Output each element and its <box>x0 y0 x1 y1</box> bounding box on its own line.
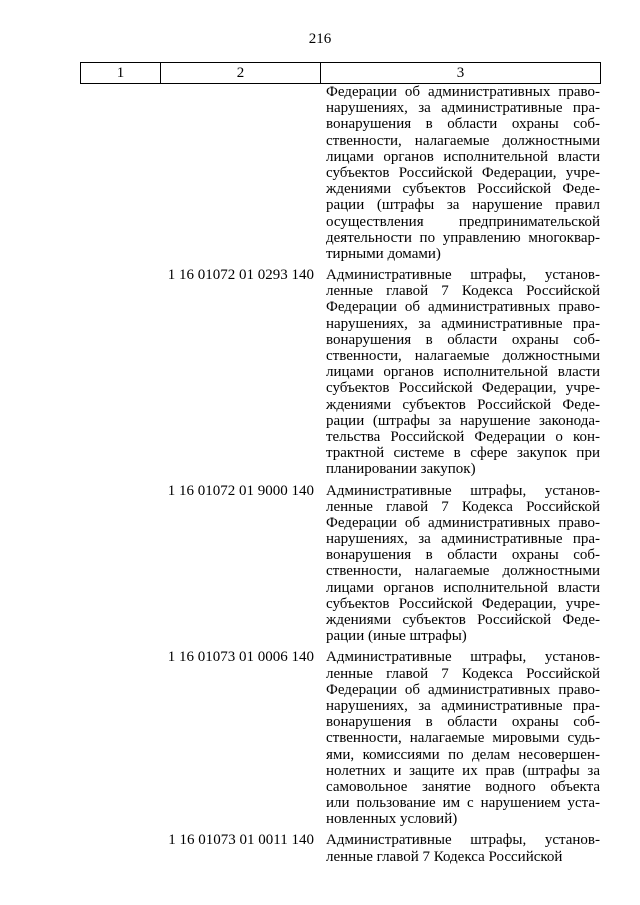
column-header-1: 1 <box>81 63 161 84</box>
description-line: субъектов Российской Федерации, учре- <box>326 164 600 181</box>
description-line: ждениями субъектов Российской Феде- <box>326 181 600 198</box>
description-line: рации (штрафы за нарушение правил <box>326 197 600 214</box>
description-line: нарушениях, за административные пра- <box>326 697 600 714</box>
description-line: ственности, налагаемые мировыми судь- <box>326 730 600 747</box>
description-line: нарушениях, за административные пра- <box>326 315 600 332</box>
description-line: ждениями субъектов Российской Феде- <box>326 612 600 628</box>
description-line: тирными домами) <box>326 245 441 262</box>
description-line: вонарушения в области охраны соб- <box>326 714 600 731</box>
table-row <box>80 649 600 827</box>
description-line: субъектов Российской Федерации, учре- <box>326 380 600 397</box>
description-line: Административные штрафы, установ- <box>326 482 600 499</box>
description-line: осуществления предпринимательской <box>326 213 600 230</box>
description-line: Федерации об административных право- <box>326 681 600 698</box>
table-row <box>80 483 600 645</box>
table-row <box>80 267 600 477</box>
description-line: рации (иные штрафы) <box>326 628 467 645</box>
description-line: вонарушения в области охраны соб- <box>326 116 600 133</box>
table-header <box>80 62 601 84</box>
budget-code: 1 16 01073 01 0006 140 <box>167 649 314 666</box>
description-line: ленные главой 7 Кодекса Российской <box>326 848 563 865</box>
budget-code: 1 16 01073 01 0011 140 <box>168 832 314 849</box>
description-line: ждениями субъектов Российской Феде- <box>326 396 600 413</box>
budget-code: 1 16 01072 01 9000 140 <box>167 482 314 499</box>
page-number: 216 <box>308 31 332 47</box>
column-header-2: 2 <box>161 63 321 84</box>
description-line: трактной системе в сфере закупок при <box>326 445 600 462</box>
description-line: Административные штрафы, установ- <box>326 832 600 849</box>
description-line: ями, комиссиями по делам несовершен- <box>326 746 600 763</box>
description-line: ленные главой 7 Кодекса Российской <box>326 283 600 300</box>
description <box>320 483 600 645</box>
description-line: деятельности по управлению многоквар- <box>326 229 600 246</box>
description-line: ленные главой 7 Кодекса Российской <box>326 498 600 515</box>
table-body <box>80 84 600 870</box>
table-row <box>80 832 600 864</box>
description-line: Административные штрафы, установ- <box>326 649 600 666</box>
description-line: вонарушения в области охраны соб- <box>326 547 600 564</box>
description-line: тельства Российской Федерации о кон- <box>326 428 600 445</box>
budget-code: 1 16 01072 01 0293 140 <box>167 267 314 284</box>
description-line: новленных условий) <box>326 811 458 828</box>
description-line: лицами органов исполнительной власти <box>326 148 600 165</box>
column-header-3: 3 <box>321 63 601 84</box>
description-line: субъектов Российской Федерации, учре- <box>326 595 600 612</box>
description <box>320 649 600 827</box>
description-line: нолетних и защите их прав (штрафы за <box>326 762 600 779</box>
description-line: Федерации об административных право- <box>326 299 600 316</box>
description-line: самовольное занятие водного объекта <box>326 778 600 795</box>
description <box>320 267 600 477</box>
description-line: нарушениях, за административные пра- <box>326 531 600 548</box>
description-line: лицами органов исполнительной власти <box>326 364 600 381</box>
description-line: планировании закупок) <box>326 461 476 478</box>
description <box>320 832 600 864</box>
description-line: ственности, налагаемые должностными <box>326 348 600 364</box>
description-line: нарушениях, за административные пра- <box>326 100 600 117</box>
description-line: ственности, налагаемые должностными <box>326 563 600 580</box>
description-line: лицами органов исполнительной власти <box>326 579 600 596</box>
description-line: Федерации об административных право- <box>326 84 600 100</box>
table-row <box>80 84 600 262</box>
description-line: или пользование им с нарушением уста- <box>326 795 600 812</box>
description-line: ственности, налагаемые должностными <box>326 132 600 149</box>
description <box>320 84 600 262</box>
description-line: Административные штрафы, установ- <box>326 267 600 284</box>
description-line: Федерации об административных право- <box>326 514 600 531</box>
description-line: рации (штрафы за нарушение законода- <box>326 412 600 429</box>
description-line: вонарушения в области охраны соб- <box>326 331 600 348</box>
description-line: ленные главой 7 Кодекса Российской <box>326 665 600 682</box>
